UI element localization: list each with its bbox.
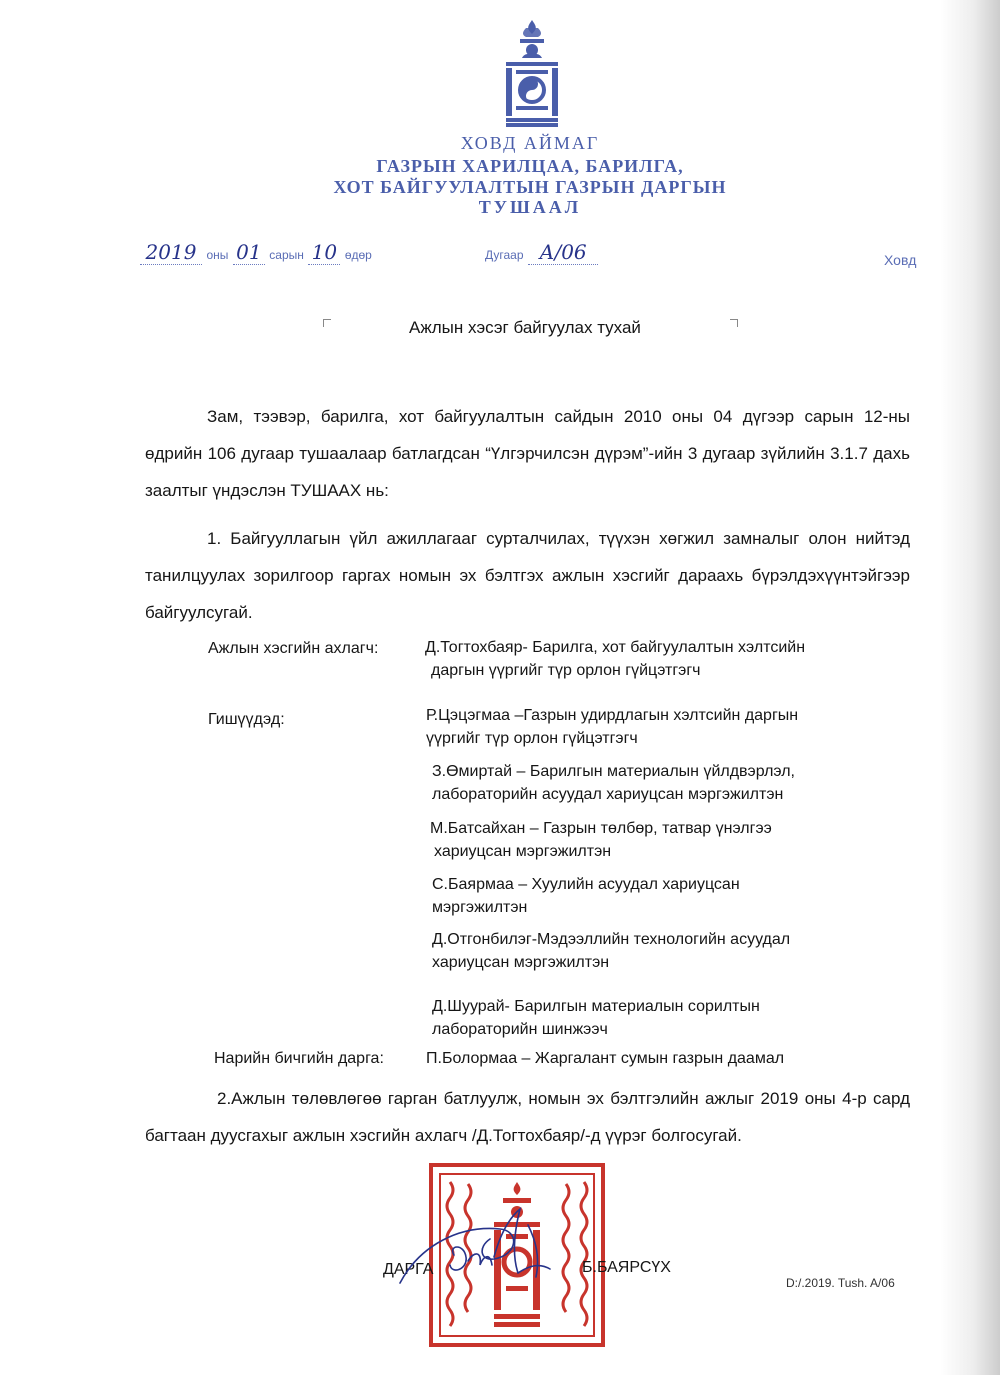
member-line-1: Д.Шуурай- Барилгын материалын сорилтын <box>432 998 760 1015</box>
secretary-label: Нарийн бичгийн дарга: <box>214 1050 384 1067</box>
date-day-label: өдөр <box>344 248 372 262</box>
secretary-value: П.Болормаа – Жаргалант сумын газрын даамал <box>426 1050 785 1067</box>
member-item <box>432 928 790 974</box>
date-year: 2019 <box>140 240 202 265</box>
member-item <box>426 704 798 750</box>
member-line-2: мэргэжилтэн <box>432 899 528 916</box>
header-line-1: ГАЗРЫН ХАРИЛЦАА, БАРИЛГА, <box>376 156 684 176</box>
point-2-paragraph: 2.Ажлын төлөвлөгөө гарган батлуулж, номын эх бэлтгэлийн ажлыг 2019 оны 4-р сард багтаан дуусгахыг ажлын хэсгийн ахлагч /Д.Тогтохбаяр/-д үүрэг болгосугай. <box>145 1089 910 1145</box>
date-day: 10 <box>308 240 340 265</box>
member-line-1: З.Өмиртай – Барилгын материалын үйлдвэрлэл, <box>432 763 795 780</box>
member-line-1: Д.Отгонбилэг-Мэдээллийн технологийн асуудал <box>432 931 791 948</box>
handwritten-signature <box>390 1185 590 1305</box>
state-emblem-icon <box>500 18 564 128</box>
date-line <box>140 240 400 265</box>
number-line <box>485 240 598 265</box>
date-month-label: сарын <box>269 248 304 262</box>
member-item <box>432 760 795 806</box>
header-line-2: ХОТ БАЙГУУЛАЛТЫН ГАЗРЫН ДАРГЫН <box>333 177 727 197</box>
leader-entry <box>425 636 805 682</box>
member-item <box>430 817 772 863</box>
leader-line-1: Д.Тогтохбаяр- Барилга, хот байгуулалтын хэлтсийн <box>425 639 806 656</box>
member-item <box>432 995 760 1041</box>
signatory-name: Б.БАЯРСҮХ <box>582 1259 671 1276</box>
place-name: Ховд <box>884 252 917 268</box>
leader-label: Ажлын хэсгийн ахлагч: <box>208 640 379 657</box>
member-line-1: С.Баярмаа – Хуулийн асуудал хариуцсан <box>432 876 740 893</box>
date-month: 01 <box>233 240 265 265</box>
point-1-paragraph: 1. Байгууллагын үйл ажиллагааг сурталчилах, түүхэн хөгжил замналыг олон нийтэд танилцуулах зорилгоор гаргах номын эх бэлтгэх ажлын хэсгийг дараахь бүрэлдэхүүнтэйгээр байгуулсугай. <box>145 529 910 622</box>
number-label: Дугаар <box>485 248 524 262</box>
leader-line-2: даргын үүргийг түр орлон гүйцэтгэгч <box>431 662 701 679</box>
member-item <box>432 873 740 919</box>
member-line-2: лабораторийн шинжээч <box>432 1021 608 1038</box>
member-line-1: М.Батсайхан – Газрын төлбөр, татвар үнэлгээ <box>430 820 772 837</box>
document-type: ТУШААЛ <box>478 197 582 217</box>
member-line-2: хариуцсан мэргэжилтэн <box>432 954 610 971</box>
members-label: Гишүүдэд: <box>208 711 285 728</box>
member-line-2: лабораторийн асуудал хариуцсан мэргэжилтэн <box>432 786 784 803</box>
org-name: ХОВД АЙМАГ <box>460 133 600 153</box>
member-line-2: хариуцсан мэргэжилтэн <box>434 843 612 860</box>
document-number: А/06 <box>528 240 598 265</box>
document-title: Ажлын хэсэг байгуулах тухай <box>409 318 641 337</box>
date-year-label: оны <box>206 248 229 262</box>
intro-paragraph: Зам, тээвэр, барилга, хот байгуулалтын сайдын 2010 оны 04 дүгээр сарын 12-ны өдрийн 106 дугаар тушаалаар батлагдсан “Үлгэрчилсэн дүрэм”-ийн 3 дугаар зүйлийн 3.1.7 дахь заалтыг үндэслэн ТУШААХ нь: <box>145 407 910 500</box>
scan-edge-shadow <box>940 0 1000 1375</box>
document-reference: D:/.2019. Tush. A/06 <box>786 1276 895 1290</box>
member-line-1: Р.Цэцэгмаа –Газрын удирдлагын хэлтсийн даргын <box>426 707 799 724</box>
signatory-title: ДАРГА <box>383 1261 434 1278</box>
member-line-2: үүргийг түр орлон гүйцэтгэгч <box>426 730 638 747</box>
